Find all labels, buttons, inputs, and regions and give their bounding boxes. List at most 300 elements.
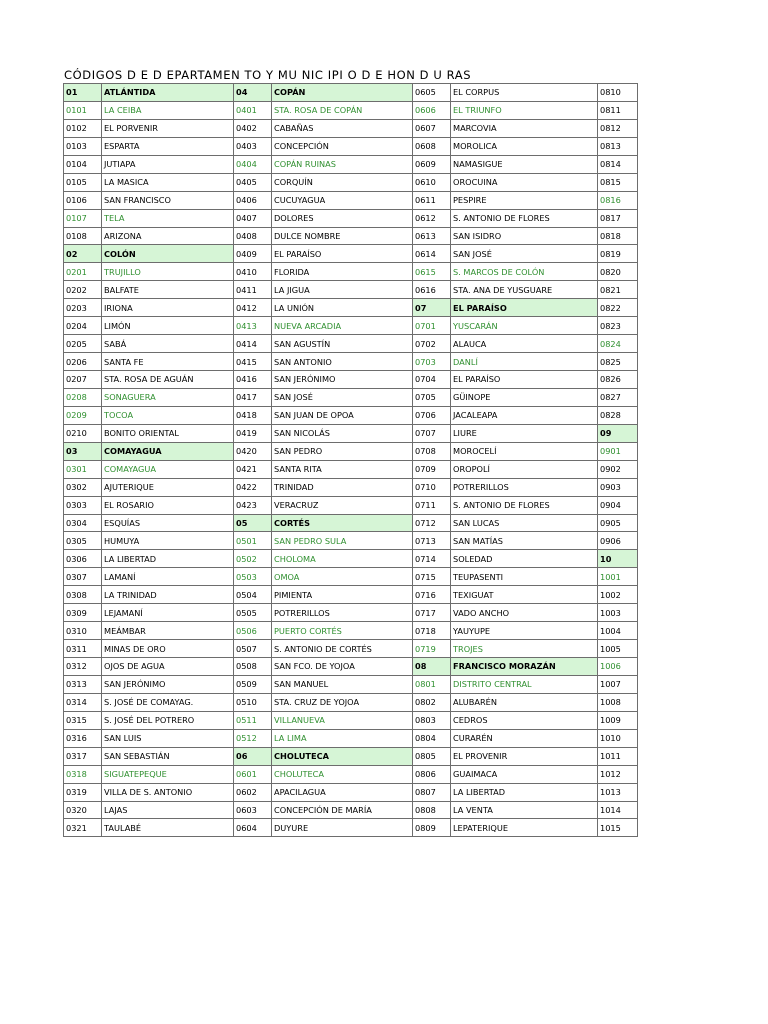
municipality-name: POTRERILLOS	[272, 604, 413, 622]
municipality-code-highlighted: 0208	[64, 388, 102, 406]
municipality-code: 1002	[598, 586, 638, 604]
municipality-code: 0610	[413, 173, 451, 191]
municipality-code: 0508	[234, 658, 272, 676]
table-row	[64, 227, 638, 245]
municipality-code: 0705	[413, 388, 451, 406]
municipality-code: 0604	[234, 819, 272, 837]
municipality-code-highlighted: 0816	[598, 191, 638, 209]
municipality-name: TRINIDAD	[272, 478, 413, 496]
municipality-code: 0603	[234, 801, 272, 819]
municipality-code: 0205	[64, 335, 102, 353]
municipality-name: SAN NICOLÁS	[272, 424, 413, 442]
municipality-name-highlighted: TROJES	[451, 640, 598, 658]
municipality-code: 0105	[64, 173, 102, 191]
municipality-code-highlighted: 0512	[234, 729, 272, 747]
municipality-name: ESPARTA	[102, 137, 234, 155]
municipality-code-highlighted: 0107	[64, 209, 102, 227]
municipality-code: 0421	[234, 460, 272, 478]
municipality-code: 0311	[64, 640, 102, 658]
municipality-name: LA LIBERTAD	[102, 550, 234, 568]
municipality-name: GUAIMACA	[451, 765, 598, 783]
municipality-code: 0803	[413, 711, 451, 729]
municipality-code: 0309	[64, 604, 102, 622]
municipality-name-highlighted: EL TRIUNFO	[451, 101, 598, 119]
municipality-name: SAN JUAN DE OPOA	[272, 406, 413, 424]
municipality-code: 1008	[598, 693, 638, 711]
table-row	[64, 460, 638, 478]
municipality-name: SAN SEBASTIÁN	[102, 747, 234, 765]
municipality-code: 0411	[234, 281, 272, 299]
table-row	[64, 622, 638, 640]
municipality-code: 0316	[64, 729, 102, 747]
municipality-name: SAN ANTONIO	[272, 353, 413, 371]
municipality-code: 0102	[64, 119, 102, 137]
municipality-name: APACILAGUA	[272, 783, 413, 801]
table-row	[64, 586, 638, 604]
municipality-code: 0415	[234, 353, 272, 371]
table-row	[64, 388, 638, 406]
table-row	[64, 514, 638, 532]
municipality-name: LA VENTA	[451, 801, 598, 819]
municipality-code-highlighted: 0503	[234, 568, 272, 586]
municipality-name: EL PROVENIR	[451, 747, 598, 765]
municipality-name: ESQUÍAS	[102, 514, 234, 532]
municipality-code: 0713	[413, 532, 451, 550]
department-code-header: 06	[234, 747, 272, 765]
municipality-code: 0812	[598, 119, 638, 137]
municipality-code: 0707	[413, 424, 451, 442]
municipality-name: MOROCELÍ	[451, 442, 598, 460]
municipality-code: 0823	[598, 317, 638, 335]
municipality-name: SAN JOSÉ	[451, 245, 598, 263]
municipality-name: LA TRINIDAD	[102, 586, 234, 604]
municipality-code: 0711	[413, 496, 451, 514]
municipality-name: BONITO ORIENTAL	[102, 424, 234, 442]
municipality-code: 0319	[64, 783, 102, 801]
municipality-code: 0820	[598, 263, 638, 281]
municipality-code: 0402	[234, 119, 272, 137]
municipality-code: 0104	[64, 155, 102, 173]
municipality-code: 0716	[413, 586, 451, 604]
municipality-name-highlighted: STA. ROSA DE COPÁN	[272, 101, 413, 119]
municipality-code-highlighted: 0703	[413, 353, 451, 371]
table-row	[64, 137, 638, 155]
municipality-name: SAN ISIDRO	[451, 227, 598, 245]
municipality-code: 0714	[413, 550, 451, 568]
municipality-code-highlighted: 0719	[413, 640, 451, 658]
municipality-code: 0419	[234, 424, 272, 442]
municipality-name: SAN JERÓNIMO	[102, 675, 234, 693]
municipality-code: 0314	[64, 693, 102, 711]
table-row	[64, 532, 638, 550]
municipality-code: 0302	[64, 478, 102, 496]
municipality-name: SAN FCO. DE YOJOA	[272, 658, 413, 676]
municipality-code: 0616	[413, 281, 451, 299]
municipality-code: 1003	[598, 604, 638, 622]
municipality-code: 0717	[413, 604, 451, 622]
municipality-name: S. ANTONIO DE FLORES	[451, 496, 598, 514]
municipality-code: 0422	[234, 478, 272, 496]
municipality-code: 0602	[234, 783, 272, 801]
municipality-code: 0312	[64, 658, 102, 676]
municipality-code: 0808	[413, 801, 451, 819]
municipality-code: 0709	[413, 460, 451, 478]
municipality-name: VILLA DE S. ANTONIO	[102, 783, 234, 801]
municipality-code: 0804	[413, 729, 451, 747]
table-row	[64, 747, 638, 765]
municipality-name: DOLORES	[272, 209, 413, 227]
municipality-name: TAULABÉ	[102, 819, 234, 837]
municipality-code: 1014	[598, 801, 638, 819]
table-row	[64, 371, 638, 389]
municipality-code: 0410	[234, 263, 272, 281]
municipality-name: LEPATERIQUE	[451, 819, 598, 837]
municipality-name: SAN JERÓNIMO	[272, 371, 413, 389]
codes-table-body	[64, 84, 638, 837]
municipality-code: 0715	[413, 568, 451, 586]
municipality-name-highlighted: YUSCARÁN	[451, 317, 598, 335]
municipality-name: LA UNIÓN	[272, 299, 413, 317]
municipality-code: 0417	[234, 388, 272, 406]
municipality-name-highlighted: TOCOA	[102, 406, 234, 424]
municipality-name: CONCEPCIÓN DE MARÍA	[272, 801, 413, 819]
municipality-name: VERACRUZ	[272, 496, 413, 514]
table-row	[64, 155, 638, 173]
municipality-code-highlighted: 0101	[64, 101, 102, 119]
municipality-code-highlighted: 0404	[234, 155, 272, 173]
municipality-name: LA MASICA	[102, 173, 234, 191]
municipality-code: 0825	[598, 353, 638, 371]
municipality-code: 0805	[413, 747, 451, 765]
municipality-code: 0106	[64, 191, 102, 209]
municipality-code: 0704	[413, 371, 451, 389]
municipality-name-highlighted: SIGUATEPEQUE	[102, 765, 234, 783]
municipality-code: 0702	[413, 335, 451, 353]
municipality-name: SANTA FE	[102, 353, 234, 371]
municipality-code: 0809	[413, 819, 451, 837]
municipality-name: SOLEDAD	[451, 550, 598, 568]
municipality-code-highlighted: 0502	[234, 550, 272, 568]
department-name-header: CORTÉS	[272, 514, 413, 532]
municipality-code: 0405	[234, 173, 272, 191]
municipality-name: ALAUCA	[451, 335, 598, 353]
municipality-code: 1015	[598, 819, 638, 837]
municipality-code: 0409	[234, 245, 272, 263]
table-row	[64, 263, 638, 281]
municipality-code: 0307	[64, 568, 102, 586]
municipality-name: SAN LUIS	[102, 729, 234, 747]
municipality-name: SAN MANUEL	[272, 675, 413, 693]
municipality-code: 0207	[64, 371, 102, 389]
municipality-name: SAN PEDRO	[272, 442, 413, 460]
municipality-name-highlighted: COPÁN RUINAS	[272, 155, 413, 173]
municipality-name: TEXIGUAT	[451, 586, 598, 604]
municipality-code: 0321	[64, 819, 102, 837]
municipality-code: 0509	[234, 675, 272, 693]
municipality-name: GÜINOPE	[451, 388, 598, 406]
municipality-code: 0103	[64, 137, 102, 155]
municipality-name: CUCUYAGUA	[272, 191, 413, 209]
municipality-code: 0310	[64, 622, 102, 640]
municipality-code: 0202	[64, 281, 102, 299]
municipality-name-highlighted: CHOLOMA	[272, 550, 413, 568]
municipality-code: 0108	[64, 227, 102, 245]
municipality-code: 1012	[598, 765, 638, 783]
municipality-name: MOROLICA	[451, 137, 598, 155]
municipality-code-highlighted: 0401	[234, 101, 272, 119]
municipality-name: NAMASIGUE	[451, 155, 598, 173]
department-name-header: COPÁN	[272, 84, 413, 102]
municipality-code-highlighted: 0318	[64, 765, 102, 783]
municipality-code: 0306	[64, 550, 102, 568]
municipality-name: SANTA RITA	[272, 460, 413, 478]
municipality-name: DULCE NOMBRE	[272, 227, 413, 245]
municipality-name: S. JOSÉ DEL POTRERO	[102, 711, 234, 729]
department-code-header: 02	[64, 245, 102, 263]
municipality-name: TEUPASENTI	[451, 568, 598, 586]
municipality-code: 0802	[413, 693, 451, 711]
municipality-code-highlighted: 0601	[234, 765, 272, 783]
municipality-name: SABÁ	[102, 335, 234, 353]
table-row	[64, 245, 638, 263]
department-code-header: 10	[598, 550, 638, 568]
municipality-name-highlighted: PUERTO CORTÉS	[272, 622, 413, 640]
municipality-code-highlighted: 1006	[598, 658, 638, 676]
municipality-code: 0408	[234, 227, 272, 245]
municipality-code: 0905	[598, 514, 638, 532]
municipality-code: 0406	[234, 191, 272, 209]
table-row	[64, 84, 638, 102]
municipality-name-highlighted: TRUJILLO	[102, 263, 234, 281]
municipality-name: MINAS DE ORO	[102, 640, 234, 658]
department-code-header: 03	[64, 442, 102, 460]
municipality-name: LEJAMANÍ	[102, 604, 234, 622]
table-row	[64, 496, 638, 514]
municipality-code-highlighted: 0615	[413, 263, 451, 281]
table-row	[64, 281, 638, 299]
municipality-code: 0206	[64, 353, 102, 371]
municipality-code: 0902	[598, 460, 638, 478]
table-row	[64, 783, 638, 801]
municipality-name: SAN FRANCISCO	[102, 191, 234, 209]
municipality-name: STA. ROSA DE AGUÁN	[102, 371, 234, 389]
municipality-code: 0210	[64, 424, 102, 442]
municipality-name: LAMANÍ	[102, 568, 234, 586]
municipality-code: 0611	[413, 191, 451, 209]
municipality-name: BALFATE	[102, 281, 234, 299]
municipality-code-highlighted: 0501	[234, 532, 272, 550]
municipality-name-highlighted: DANLÍ	[451, 353, 598, 371]
municipality-code: 0608	[413, 137, 451, 155]
municipality-code: 0817	[598, 209, 638, 227]
municipality-code: 0813	[598, 137, 638, 155]
municipality-code-highlighted: 0606	[413, 101, 451, 119]
municipality-code: 0204	[64, 317, 102, 335]
municipality-name: IRIONA	[102, 299, 234, 317]
municipality-code: 0706	[413, 406, 451, 424]
municipality-code: 0810	[598, 84, 638, 102]
municipality-code: 0708	[413, 442, 451, 460]
municipality-code: 1009	[598, 711, 638, 729]
table-row	[64, 119, 638, 137]
municipality-code: 0826	[598, 371, 638, 389]
table-row	[64, 550, 638, 568]
municipality-name: SAN MATÍAS	[451, 532, 598, 550]
municipality-code: 0815	[598, 173, 638, 191]
municipality-name: LIMÓN	[102, 317, 234, 335]
municipality-code: 0811	[598, 101, 638, 119]
municipality-code: 0814	[598, 155, 638, 173]
municipality-name: ALUBARÉN	[451, 693, 598, 711]
table-row	[64, 424, 638, 442]
municipality-code: 0605	[413, 84, 451, 102]
municipality-name: ARIZONA	[102, 227, 234, 245]
table-row	[64, 711, 638, 729]
table-row	[64, 675, 638, 693]
municipality-code: 0818	[598, 227, 638, 245]
municipality-name: DUYURE	[272, 819, 413, 837]
table-row	[64, 101, 638, 119]
municipality-name: S. ANTONIO DE CORTÉS	[272, 640, 413, 658]
department-code-header: 04	[234, 84, 272, 102]
municipality-name-highlighted: DISTRITO CENTRAL	[451, 675, 598, 693]
municipality-code: 0613	[413, 227, 451, 245]
municipality-name: PIMIENTA	[272, 586, 413, 604]
municipality-name: CORQUÍN	[272, 173, 413, 191]
municipality-name: AJUTERIQUE	[102, 478, 234, 496]
municipality-code: 0614	[413, 245, 451, 263]
municipality-name: LIURE	[451, 424, 598, 442]
municipality-name: PESPIRE	[451, 191, 598, 209]
table-row	[64, 568, 638, 586]
department-name-header: CHOLUTECA	[272, 747, 413, 765]
municipality-name: POTRERILLOS	[451, 478, 598, 496]
municipality-code-highlighted: 0901	[598, 442, 638, 460]
table-row	[64, 209, 638, 227]
municipality-code: 0827	[598, 388, 638, 406]
municipality-code: 1005	[598, 640, 638, 658]
department-code-header: 01	[64, 84, 102, 102]
municipality-code: 0303	[64, 496, 102, 514]
municipality-code: 1011	[598, 747, 638, 765]
municipality-name: S. ANTONIO DE FLORES	[451, 209, 598, 227]
municipality-code: 1007	[598, 675, 638, 693]
department-name-header: ATLÁNTIDA	[102, 84, 234, 102]
municipality-name: SAN LUCAS	[451, 514, 598, 532]
municipality-code: 0822	[598, 299, 638, 317]
municipality-code: 0403	[234, 137, 272, 155]
table-row	[64, 299, 638, 317]
municipality-name-highlighted: SAN PEDRO SULA	[272, 532, 413, 550]
municipality-code: 0828	[598, 406, 638, 424]
municipality-code: 1004	[598, 622, 638, 640]
table-row	[64, 317, 638, 335]
table-row	[64, 693, 638, 711]
municipality-name-highlighted: OMOA	[272, 568, 413, 586]
municipality-name: EL PARAÍSO	[272, 245, 413, 263]
municipality-name: MEÁMBAR	[102, 622, 234, 640]
municipality-name-highlighted: SONAGUERA	[102, 388, 234, 406]
municipality-name-highlighted: LA CEIBA	[102, 101, 234, 119]
table-row	[64, 819, 638, 837]
municipality-code: 0904	[598, 496, 638, 514]
municipality-code: 0407	[234, 209, 272, 227]
municipality-name: LA JIGUA	[272, 281, 413, 299]
municipality-name: HUMUYA	[102, 532, 234, 550]
municipality-name-highlighted: TELA	[102, 209, 234, 227]
table-row	[64, 353, 638, 371]
table-row	[64, 658, 638, 676]
municipality-code: 0505	[234, 604, 272, 622]
department-code-header: 09	[598, 424, 638, 442]
department-code-header: 07	[413, 299, 451, 317]
municipality-name: SAN JOSÉ	[272, 388, 413, 406]
table-row	[64, 801, 638, 819]
municipality-code-highlighted: 0301	[64, 460, 102, 478]
municipality-name: EL CORPUS	[451, 84, 598, 102]
municipality-code: 0418	[234, 406, 272, 424]
municipality-code: 0607	[413, 119, 451, 137]
table-row	[64, 604, 638, 622]
municipality-code: 1013	[598, 783, 638, 801]
municipality-name: EL PORVENIR	[102, 119, 234, 137]
department-name-header: COLÓN	[102, 245, 234, 263]
municipality-name: SAN AGUSTÍN	[272, 335, 413, 353]
municipality-name: LAJAS	[102, 801, 234, 819]
department-code-header: 08	[413, 658, 451, 676]
municipality-name: VADO ANCHO	[451, 604, 598, 622]
table-row	[64, 173, 638, 191]
municipality-code: 0420	[234, 442, 272, 460]
municipality-name-highlighted: VILLANUEVA	[272, 711, 413, 729]
municipality-name: JUTIAPA	[102, 155, 234, 173]
document-title: CÓDIGOS D E D EPARTAMEN TO Y MU NIC IPI O D E HON D U RAS	[64, 68, 472, 82]
municipality-name-highlighted: COMAYAGUA	[102, 460, 234, 478]
municipality-name: STA. ANA DE YUSGUARE	[451, 281, 598, 299]
municipality-code: 0412	[234, 299, 272, 317]
department-name-header: FRANCISCO MORAZÁN	[451, 658, 598, 676]
municipality-name: YAUYUPE	[451, 622, 598, 640]
table-row	[64, 640, 638, 658]
municipality-code: 1010	[598, 729, 638, 747]
table-row	[64, 191, 638, 209]
municipality-name: EL PARAÍSO	[451, 371, 598, 389]
municipality-name-highlighted: NUEVA ARCADIA	[272, 317, 413, 335]
municipality-name: STA. CRUZ DE YOJOA	[272, 693, 413, 711]
table-row	[64, 406, 638, 424]
municipality-code: 0507	[234, 640, 272, 658]
municipality-name: JACALEAPA	[451, 406, 598, 424]
municipality-name: LA LIBERTAD	[451, 783, 598, 801]
codes-table	[63, 83, 638, 837]
department-name-header: COMAYAGUA	[102, 442, 234, 460]
table-row	[64, 729, 638, 747]
municipality-code: 0317	[64, 747, 102, 765]
municipality-name: FLORIDA	[272, 263, 413, 281]
department-name-header: EL PARAÍSO	[451, 299, 598, 317]
municipality-code-highlighted: 0413	[234, 317, 272, 335]
table-row	[64, 478, 638, 496]
municipality-code: 0416	[234, 371, 272, 389]
municipality-code-highlighted: 0824	[598, 335, 638, 353]
municipality-code: 0304	[64, 514, 102, 532]
municipality-name-highlighted: S. MARCOS DE COLÓN	[451, 263, 598, 281]
municipality-code: 0423	[234, 496, 272, 514]
municipality-code-highlighted: 0506	[234, 622, 272, 640]
municipality-name: OROCUINA	[451, 173, 598, 191]
municipality-name: S. JOSÉ DE COMAYAG.	[102, 693, 234, 711]
municipality-code: 0510	[234, 693, 272, 711]
